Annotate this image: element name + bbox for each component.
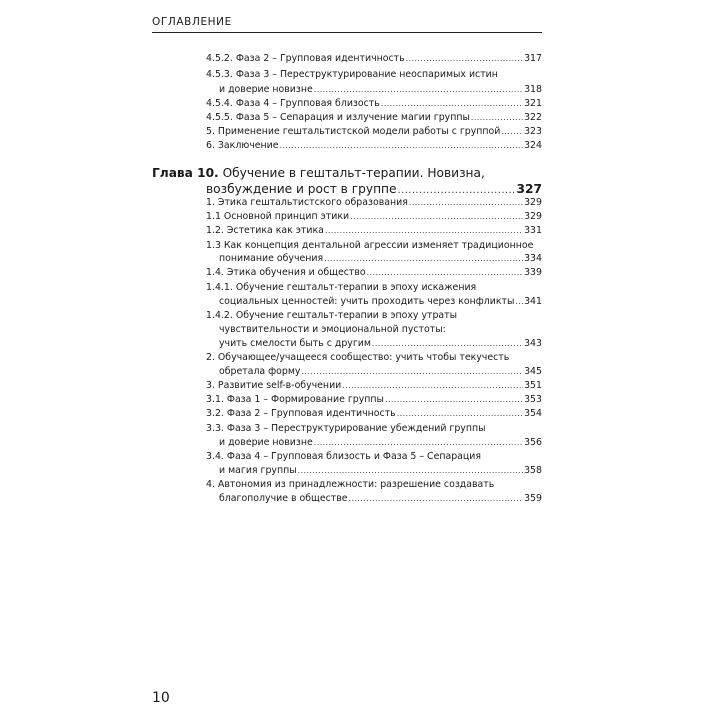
toc-entry-title: и магия группы [219, 465, 297, 476]
toc-entry-page: 317 [524, 53, 542, 64]
toc-entry [206, 98, 542, 110]
chapter-title: возбуждение и рост в группе [206, 182, 397, 196]
toc-entry-continuation [219, 253, 542, 265]
dot-leader [349, 493, 524, 505]
toc-entry [206, 282, 542, 294]
toc-entry [206, 225, 542, 237]
toc-entry-continuation [219, 338, 542, 350]
toc-entry-page: 329 [524, 211, 542, 222]
dot-leader [471, 112, 523, 124]
toc-entry-title: 1.1 Основной принцип этики [206, 211, 350, 222]
toc-entry-continuation [219, 493, 542, 505]
chapter-title: Обучение в гештальт-терапии. Новизна, [222, 166, 485, 180]
toc-entry [206, 352, 542, 364]
toc-entry-title: понимание обучения [219, 253, 324, 264]
toc-entry-page: 321 [524, 98, 542, 109]
toc-entry-title: 4.5.4. Фаза 4 – Групповая близость [206, 98, 380, 109]
toc-entry-title: 3.2. Фаза 2 – Групповая идентичность [206, 408, 396, 419]
toc-entry-title: социальных ценностей: учить проходить через конфликты [219, 296, 515, 307]
dot-leader [350, 211, 523, 223]
toc-entry-title: учить смелости быть с другим [219, 338, 371, 349]
toc-entry [206, 479, 542, 491]
chapter-heading [152, 166, 542, 181]
toc-entry [206, 394, 542, 406]
dot-leader [324, 253, 523, 265]
toc-entry-page: 358 [524, 465, 542, 476]
toc-entry-title: обретала форму [219, 366, 301, 377]
chapter-label: Глава 10. [152, 166, 219, 180]
toc-entry [206, 380, 542, 392]
toc-entry-title: 4.5.5. Фаза 5 – Сепарация и излучение магии группы [206, 112, 470, 123]
toc-entry-title: 4.5.3. Фаза 3 – Переструктурирование неоспаримых истин [206, 69, 498, 80]
toc-entry-page: 334 [524, 253, 542, 264]
dot-leader [372, 338, 523, 350]
toc-entry-page: 351 [524, 380, 542, 391]
toc-entry-continuation [219, 84, 542, 96]
dot-leader [381, 98, 523, 110]
toc-entry [206, 211, 542, 223]
toc-entry-page: 329 [524, 197, 542, 208]
toc-entry-page: 343 [524, 338, 542, 349]
toc-entry [206, 423, 542, 435]
toc-entry-title: благополучие в обществе [219, 493, 348, 504]
dot-leader [280, 140, 524, 152]
toc-entry-title: 6. Заключение [206, 140, 279, 151]
toc-entry-title: и доверие новизне [219, 437, 313, 448]
toc-entry [206, 112, 542, 124]
toc-entry-continuation [219, 437, 542, 449]
toc-entry-title: 1.3 Как концепция дентальной агрессии изменяет традиционное [206, 240, 534, 251]
toc-entry-continuation [219, 296, 542, 308]
toc-entry-title: 4. Автономия из принадлежности: разрешение создавать [206, 479, 495, 490]
toc-entry-title: 1.4.1. Обучение гештальт-терапии в эпоху искажения [206, 282, 477, 293]
toc-entry-page: 331 [524, 225, 542, 236]
toc-entry-title: 3.4. Фаза 4 – Групповая близость и Фаза 5 – Сепарация [206, 451, 482, 462]
dot-leader [501, 126, 523, 138]
toc-entry [206, 197, 542, 209]
toc-entry-title: 5. Применение гештальтистской модели работы с группой [206, 126, 501, 137]
toc-entry [206, 267, 542, 279]
toc-entry-page: 341 [524, 296, 542, 307]
toc-entry [206, 310, 542, 322]
dot-leader [385, 394, 523, 406]
toc-entry [206, 451, 542, 463]
dot-leader [367, 267, 523, 279]
toc-entry-title: 1.4. Этика обучения и общество [206, 267, 366, 278]
dot-leader [301, 366, 523, 378]
toc-entry-title: 3.1. Фаза 1 – Формирование группы [206, 394, 384, 405]
toc-entry [206, 126, 542, 138]
dot-leader [298, 465, 523, 477]
toc-entry-title: 1. Этика гештальтистского образования [206, 197, 408, 208]
dot-leader [515, 296, 523, 308]
dot-leader [314, 84, 523, 96]
toc-entry-page: 353 [524, 394, 542, 405]
toc-entry-title: 4.5.2. Фаза 2 – Групповая идентичность [206, 53, 405, 64]
toc-entry [206, 240, 542, 252]
toc-entry [206, 140, 542, 152]
page-number: 10 [152, 690, 170, 706]
dot-leader [342, 380, 523, 392]
toc-entry-title: и доверие новизне [219, 84, 313, 95]
toc-entry-title: 3.3. Фаза 3 – Переструктурирование убеждений группы [206, 423, 486, 434]
dot-leader [409, 197, 523, 209]
dot-leader [314, 437, 523, 449]
chapter-heading-continuation [206, 182, 542, 198]
toc-entry [206, 53, 542, 65]
toc-entry-page: 322 [524, 112, 542, 123]
dot-leader [398, 183, 516, 198]
running-head: ОГЛАВЛЕНИЕ [152, 16, 542, 33]
toc-entry-page: 345 [524, 366, 542, 377]
toc-entry-page: 359 [524, 493, 542, 504]
toc-entry-title: 2. Обучающее/учащееся сообщество: учить чтобы текучесть [206, 352, 510, 363]
toc-entry-title: 1.2. Эстетика как этика [206, 225, 324, 236]
dot-leader [406, 53, 523, 65]
chapter-page: 327 [516, 182, 542, 196]
toc-entry-title: 3. Развитие self-в-обучении [206, 380, 342, 391]
toc-entry-continuation [219, 465, 542, 477]
toc-entry-title: чувствительности и эмоциональной пустоты: [219, 324, 446, 335]
toc-entry-page: 318 [524, 84, 542, 95]
dot-leader [325, 225, 523, 237]
toc-entry-title: 1.4.2. Обучение гештальт-терапии в эпоху утраты [206, 310, 458, 321]
toc-entry-page: 324 [524, 140, 542, 151]
toc-entry-continuation [219, 324, 542, 336]
toc-entry-page: 356 [524, 437, 542, 448]
toc-entry-page: 339 [524, 267, 542, 278]
toc-entry [206, 69, 542, 81]
toc-entry-page: 323 [524, 126, 542, 137]
dot-leader [397, 408, 523, 420]
toc-entry-page: 354 [524, 408, 542, 419]
toc-entry [206, 408, 542, 420]
toc-entry-continuation [219, 366, 542, 378]
